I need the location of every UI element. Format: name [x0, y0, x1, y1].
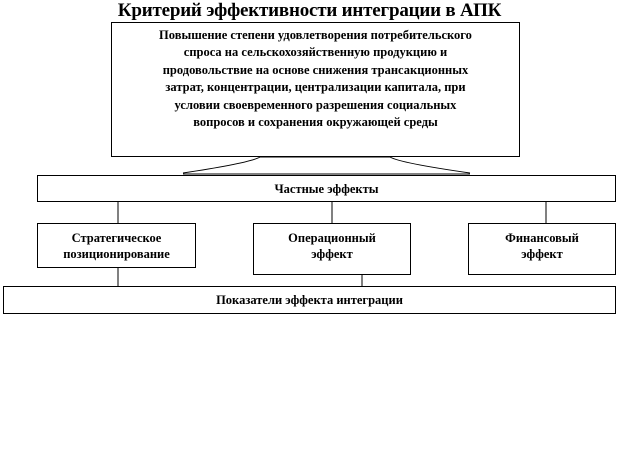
integration-indicators-box [3, 286, 616, 314]
strategic-positioning-box [37, 223, 196, 268]
financial-effect-label: Финансовый эффект [505, 231, 579, 261]
financial-effect-box [468, 223, 616, 275]
strategic-positioning-label: Стратегическое позиционирование [63, 230, 170, 261]
operational-effect-label: Операционный эффект [288, 231, 376, 261]
private-effects-label: Частные эффекты [274, 181, 379, 196]
integration-indicators-label: Показатели эффекта интеграции [216, 293, 403, 307]
criterion-text: Повышение степени удовлетворения потребительского спроса на сельскохозяйственную продукцию и продовольствие на основе снижения трансакционных затрат, концентрации, централизации капитала, при условии своевременного разрешения социальных вопросов и сохранения окружающей среды [159, 28, 472, 130]
private-effects-box [37, 175, 616, 202]
criterion-box [111, 22, 520, 157]
operational-effect-box [253, 223, 411, 275]
diagram-title: Критерий эффективности интеграции в АПК [117, 0, 502, 21]
criterion-link [183, 157, 470, 173]
